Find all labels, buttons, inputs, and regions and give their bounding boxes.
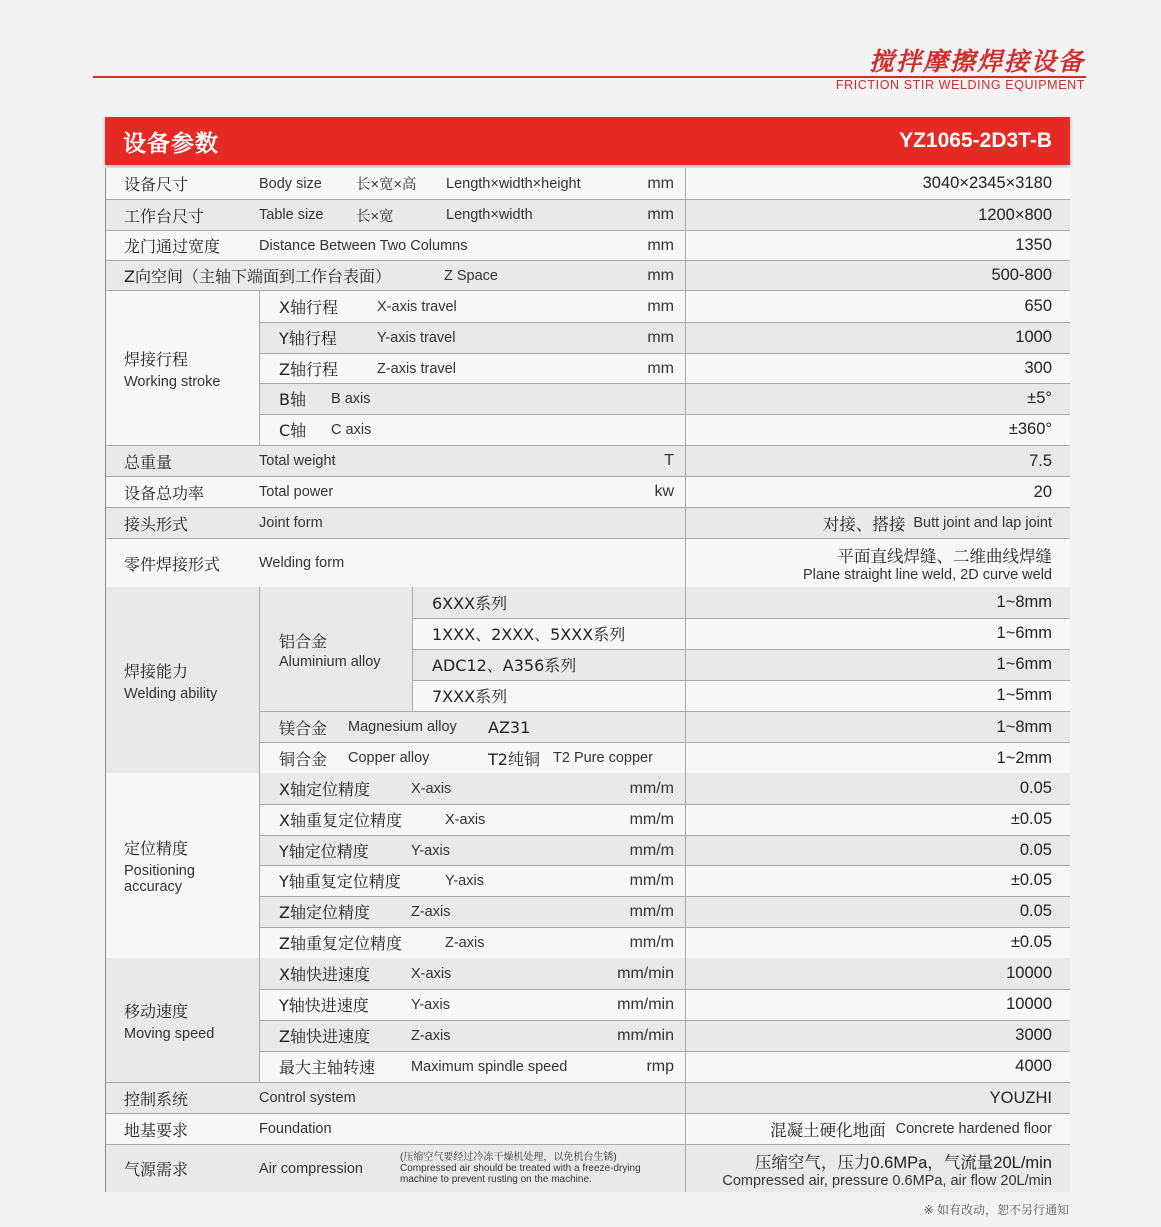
weight-label-cn: 总重量 (124, 452, 173, 472)
copper-grade-en: T2 Pure copper (553, 750, 653, 766)
row-divider (259, 989, 1070, 990)
air-value (685, 1145, 1052, 1192)
accuracy-item-cn: X轴重复定位精度 (279, 811, 402, 830)
table_size-dim-en: Length×width (446, 207, 533, 223)
accuracy-item-en: Y-axis (411, 842, 450, 859)
stroke-item-value: 1000 (1015, 328, 1052, 346)
column-divider (685, 773, 686, 804)
stroke-label-cn: 焊接行程 (124, 349, 189, 369)
column-divider (685, 680, 686, 711)
body_size-label-en: Body size (259, 175, 322, 192)
copper-grade-cn: T2纯铜 (488, 749, 540, 769)
joint-value-cn: 对接、搭接 (822, 516, 906, 534)
row-divider (259, 414, 1070, 415)
weight-unit: T (664, 452, 674, 469)
welding-form-label-cn: 零件焊接形式 (124, 554, 221, 574)
body_size-value: 3040×2345×3180 (922, 174, 1052, 192)
accuracy-item-value: ±0.05 (1010, 810, 1052, 828)
speed-label-cn: 移动速度 (124, 1001, 189, 1021)
row-divider (259, 383, 1070, 384)
aluminium-label-cn: 铝合金 (279, 631, 328, 651)
air-value-en: Compressed air, pressure 0.6MPa, air flow 20L/min (722, 1172, 1052, 1189)
spec-title: 设备参数 (123, 129, 219, 156)
welding-form-label-en: Welding form (259, 555, 345, 571)
weight-label-en: Total weight (259, 453, 336, 469)
magnesium-label-cn: 镁合金 (279, 718, 328, 738)
column-divider (685, 618, 686, 649)
column-divider (685, 231, 686, 260)
accuracy-item-cn: Z轴重复定位精度 (279, 934, 402, 953)
body_size-dim-cn: 长×宽×高 (356, 177, 417, 193)
speed-item-value: 3000 (1015, 1026, 1052, 1044)
speed-item-unit: mm/min (617, 995, 674, 1013)
row-divider (259, 322, 1070, 323)
row-divider (259, 835, 1070, 836)
column-divider (685, 414, 686, 445)
column-divider (685, 1020, 686, 1051)
column-divider (685, 804, 686, 835)
body_size-unit: mm (647, 174, 674, 192)
accuracy-item-cn: Z轴定位精度 (279, 903, 370, 922)
air-label-cn: 气源需求 (124, 1160, 189, 1179)
accuracy-group-label (124, 773, 259, 958)
speed-item-unit: rmp (646, 1057, 674, 1075)
z_space-unit: mm (647, 266, 674, 284)
speed-item-cn: Z轴快进速度 (279, 1027, 370, 1046)
stroke-item-unit: mm (647, 359, 674, 377)
stroke-item-cn: X轴行程 (279, 298, 338, 317)
stroke-item-cn: C轴 (279, 421, 307, 440)
gantry-label-cn: 龙门通过宽度 (124, 237, 221, 256)
gantry-unit: mm (647, 236, 674, 254)
air-note-cn: (压缩空气要经过冷冻干燥机处理，以免机台生锈) (400, 1152, 617, 1163)
column-divider (685, 383, 686, 414)
row-divider (412, 680, 1070, 681)
aluminium-label (279, 587, 412, 711)
joint-label-en: Joint form (259, 515, 323, 531)
accuracy-item-en: X-axis (411, 780, 452, 797)
stroke-item-value: 300 (1024, 359, 1052, 377)
welding-form-value (685, 539, 1052, 587)
z_space-label-cn: Z向空间（主轴下端面到工作台表面） (124, 267, 391, 286)
row-divider (259, 1020, 1070, 1021)
spec-header-bar (105, 117, 1070, 165)
joint-value (685, 508, 1052, 538)
aluminium-series-value: 1~8mm (996, 593, 1052, 611)
z_space-label-en: Z Space (444, 267, 498, 284)
footnote: ※ 如有改动，恕不另行通知 (923, 1203, 1069, 1217)
table_size-label-en: Table size (259, 207, 324, 223)
column-divider (685, 1051, 686, 1082)
accuracy-item-unit: mm/m (629, 779, 674, 797)
stroke-item-value: ±360° (1008, 420, 1052, 438)
welding-form-value-en: Plane straight line weld, 2D curve weld (802, 567, 1052, 583)
table_size-value: 1200×800 (978, 205, 1052, 224)
accuracy-item-unit: mm/m (629, 810, 674, 828)
air-note (400, 1145, 680, 1192)
column-divider (685, 477, 686, 507)
stroke-item-value: 650 (1024, 297, 1052, 315)
control-value: YOUZHI (989, 1088, 1052, 1107)
foundation-label-cn: 地基要求 (124, 1120, 189, 1140)
magnesium-label-en: Magnesium alloy (348, 719, 457, 735)
column-divider (685, 712, 686, 742)
joint-value-en: Butt joint and lap joint (913, 515, 1052, 531)
speed-item-unit: mm/min (617, 964, 674, 982)
copper-value: 1~2mm (996, 748, 1052, 767)
air-label-en: Air compression (259, 1160, 363, 1177)
foundation-label-en: Foundation (259, 1121, 332, 1137)
table_size-label-cn: 工作台尺寸 (124, 206, 205, 226)
speed-item-en: Y-axis (411, 996, 450, 1013)
stroke-item-en: Y-axis travel (377, 329, 456, 346)
copper-label-cn: 铜合金 (279, 749, 328, 769)
column-divider (685, 896, 686, 927)
speed-item-en: Z-axis (411, 1027, 451, 1044)
body_size-dim-en: Length×width×height (446, 175, 581, 192)
accuracy-item-value: ±0.05 (1010, 933, 1052, 951)
accuracy-item-unit: mm/m (629, 902, 674, 920)
speed-item-en: Maximum spindle speed (411, 1058, 568, 1075)
accuracy-item-unit: mm/m (629, 933, 674, 951)
control-label-cn: 控制系统 (124, 1089, 189, 1109)
model-number: YZ1065-2D3T-B (899, 129, 1052, 152)
speed-item-cn: 最大主轴转速 (279, 1058, 376, 1077)
speed-item-unit: mm/min (617, 1026, 674, 1044)
speed-item-en: X-axis (411, 965, 452, 982)
speed-item-value: 10000 (1006, 964, 1052, 982)
accuracy-item-en: Z-axis (445, 934, 485, 951)
aluminium-series-value: 1~6mm (996, 624, 1052, 642)
foundation-value-cn: 混凝土硬化地面 (770, 1122, 886, 1140)
aluminium-series-name: ADC12、A356系列 (432, 656, 577, 675)
accuracy-label-en-1: Positioning (124, 863, 195, 879)
body_size-label-cn: 设备尺寸 (124, 175, 189, 194)
stroke-item-unit: mm (647, 297, 674, 315)
power-value: 20 (1033, 482, 1052, 501)
stroke-item-cn: B轴 (279, 390, 306, 409)
aluminium-series-name: 1XXX、2XXX、5XXX系列 (432, 625, 626, 644)
accuracy-item-cn: Y轴重复定位精度 (279, 872, 401, 891)
table_size-dim-cn: 长×宽 (356, 208, 394, 225)
row-divider (259, 1051, 1070, 1052)
column-divider (685, 446, 686, 476)
column-divider (685, 989, 686, 1020)
power-unit: kw (654, 483, 674, 500)
column-divider (685, 587, 686, 618)
gantry-label-en: Distance Between Two Columns (259, 237, 468, 254)
row-divider (259, 353, 1070, 354)
aluminium-label-en: Aluminium alloy (279, 653, 381, 670)
air-value-cn: 压缩空气，压力0.6MPa，气流量20L/min (754, 1153, 1052, 1172)
column-divider (685, 927, 686, 958)
accuracy-item-cn: Y轴定位精度 (279, 842, 369, 861)
stroke-item-unit: mm (647, 328, 674, 346)
aluminium-series-value: 1~6mm (996, 655, 1052, 673)
accuracy-item-en: Y-axis (445, 872, 484, 889)
row-divider (412, 618, 1070, 619)
accuracy-item-unit: mm/m (629, 871, 674, 889)
accuracy-item-value: 0.05 (1019, 779, 1052, 797)
accuracy-item-cn: X轴定位精度 (279, 780, 370, 799)
brand-title-cn: 搅拌摩擦焊接设备 (868, 47, 1085, 76)
row-divider (259, 865, 1070, 866)
column-divider (685, 261, 686, 290)
accuracy-item-value: ±0.05 (1010, 871, 1052, 889)
aluminium-series-name: 6XXX系列 (432, 594, 508, 613)
aluminium-series-name: 7XXX系列 (432, 687, 508, 706)
power-label-cn: 设备总功率 (124, 483, 205, 503)
row-divider (259, 896, 1070, 897)
accuracy-label-cn: 定位精度 (124, 839, 189, 858)
speed-group-label (124, 958, 259, 1082)
magnesium-value: 1~8mm (996, 717, 1052, 736)
column-divider (685, 168, 686, 199)
column-divider (685, 958, 686, 989)
column-divider (685, 1083, 686, 1113)
joint-label-cn: 接头形式 (124, 514, 189, 534)
gantry-value: 1350 (1015, 236, 1052, 254)
accuracy-item-unit: mm/m (629, 841, 674, 859)
stroke-label-en: Working stroke (124, 373, 221, 390)
power-label-en: Total power (259, 484, 334, 500)
ability-label-cn: 焊接能力 (124, 661, 189, 681)
magnesium-grade: AZ31 (488, 717, 531, 737)
row-divider (412, 649, 1070, 650)
foundation-value (685, 1114, 1052, 1144)
column-divider (685, 835, 686, 866)
spec-table (105, 168, 1069, 1192)
column-divider (685, 353, 686, 384)
row-divider (259, 804, 1070, 805)
accuracy-item-en: Z-axis (411, 903, 451, 920)
column-divider (685, 865, 686, 896)
speed-item-value: 10000 (1006, 995, 1052, 1013)
ability-label-en: Welding ability (124, 685, 218, 702)
stroke-group-label (124, 291, 259, 445)
welding-form-value-cn: 平面直线焊缝、二维曲线焊缝 (837, 548, 1052, 566)
stroke-item-en: C axis (331, 421, 372, 438)
stroke-item-en: B axis (331, 390, 371, 407)
column-divider (685, 322, 686, 353)
air-note-en: Compressed air should be treated with a freeze-drying machine to prevent rusting on the machine. (400, 1163, 641, 1185)
column-divider (685, 291, 686, 322)
stroke-item-value: ±5° (1027, 389, 1052, 407)
column-divider (685, 200, 686, 230)
column-divider (685, 649, 686, 680)
accuracy-item-value: 0.05 (1019, 902, 1052, 920)
table_size-unit: mm (647, 206, 674, 223)
control-label-en: Control system (259, 1090, 356, 1106)
accuracy-item-en: X-axis (445, 811, 486, 828)
speed-item-value: 4000 (1015, 1057, 1052, 1075)
column-divider (685, 743, 686, 773)
weight-value: 7.5 (1029, 451, 1052, 470)
stroke-item-cn: Z轴行程 (279, 360, 338, 379)
stroke-item-en: Z-axis travel (377, 360, 456, 377)
speed-item-cn: Y轴快进速度 (279, 996, 369, 1015)
speed-item-cn: X轴快进速度 (279, 965, 370, 984)
stroke-item-cn: Y轴行程 (279, 329, 337, 348)
z_space-value: 500-800 (991, 266, 1052, 284)
accuracy-label-en-2: accuracy (124, 879, 183, 895)
stroke-item-en: X-axis travel (377, 298, 457, 315)
row-divider (259, 927, 1070, 928)
brand-title-en: FRICTION STIR WELDING EQUIPMENT (835, 78, 1085, 92)
accuracy-item-value: 0.05 (1019, 841, 1052, 859)
speed-label-en: Moving speed (124, 1025, 215, 1042)
copper-label-en: Copper alloy (348, 750, 430, 766)
ability-group-label (124, 587, 259, 773)
aluminium-series-value: 1~5mm (996, 686, 1052, 704)
foundation-value-en: Concrete hardened floor (895, 1121, 1052, 1137)
